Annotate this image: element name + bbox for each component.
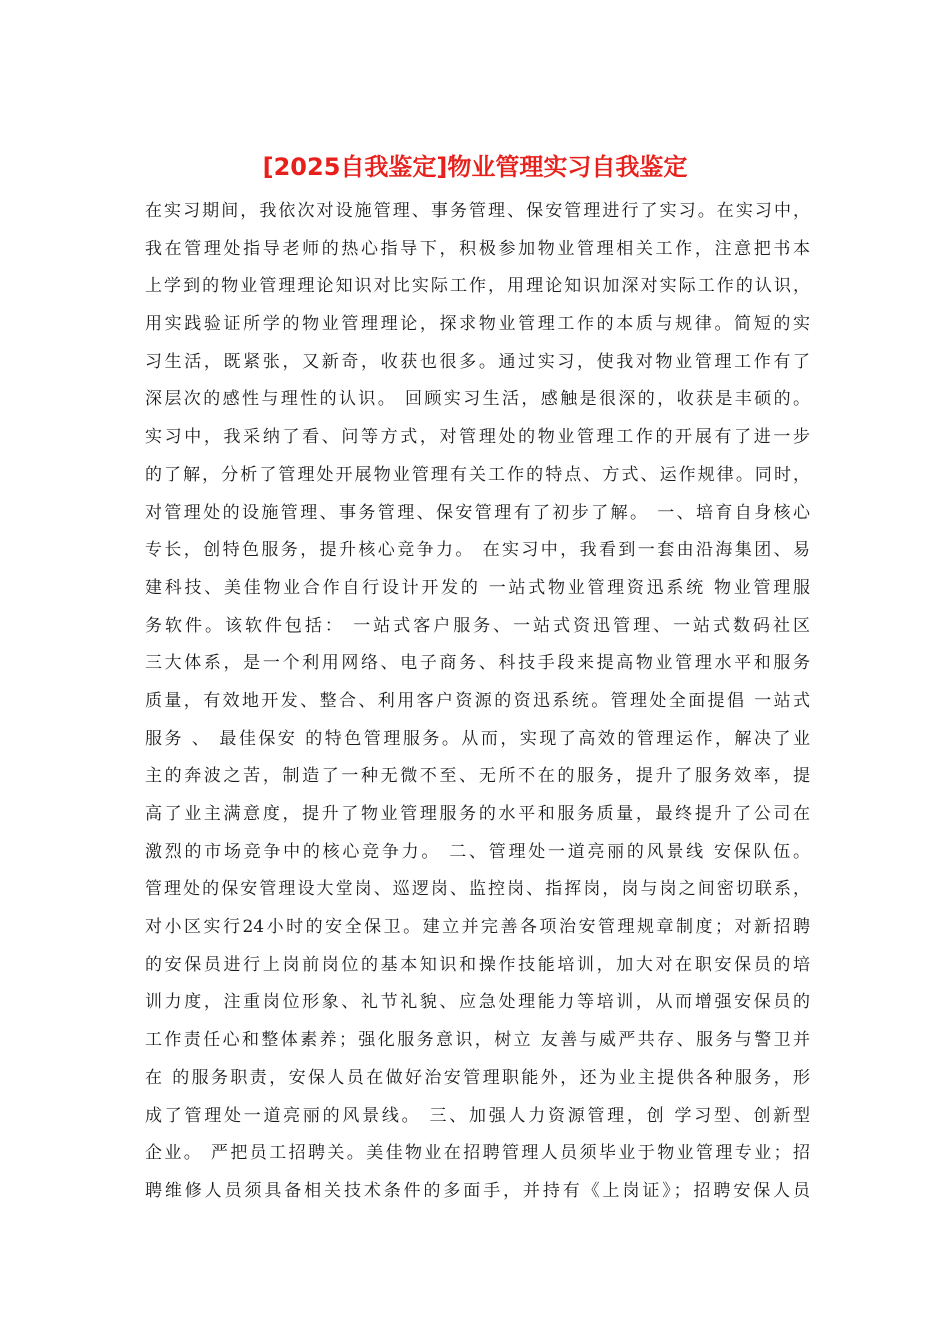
text-line: 的了解，分析了管理处开展物业管理有关工作的特点、方式、运作规律。同时， (145, 464, 810, 485)
text-line: 企业。 严把员工招聘关。美佳物业在招聘管理人员须毕业于物业管理专业；招 (145, 1143, 810, 1164)
text-line: 管理处的保安管理设大堂岗、巡逻岗、监控岗、指挥岗，岗与岗之间密切联系， (145, 879, 810, 900)
text-line: 在实习期间，我依次对设施管理、事务管理、保安管理进行了实习。在实习中， (145, 201, 810, 221)
text-line: 实习中，我采纳了看、问等方式，对管理处的物业管理工作的开展有了进一步 (145, 427, 810, 448)
text-line: 高了业主满意度，提升了物业管理服务的水平和服务质量，最终提升了公司在 (145, 804, 810, 824)
text-line: 的安保员进行上岗前岗位的基本知识和操作技能培训，加大对在职安保员的培 (145, 954, 810, 975)
text-line: 质量，有效地开发、整合、利用客户资源的资迅系统。管理处全面提倡 一站式 (145, 690, 810, 711)
text-line: 专长，创特色服务，提升核心竞争力。 在实习中，我看到一套由沿海集团、易 (145, 540, 810, 561)
page-title: [2025自我鉴定]物业管理实习自我鉴定 (262, 153, 688, 181)
body-text (145, 193, 810, 1211)
text-line: 激烈的市场竞争中的核心竞争力。 二、管理处一道亮丽的风景线 安保队伍。 (145, 841, 810, 862)
text-line: 习生活，既紧张，又新奇，收获也很多。通过实习，使我对物业管理工作有了 (145, 351, 810, 372)
text-line: 用实践验证所学的物业管理理论，探求物业管理工作的本质与规律。简短的实 (145, 314, 810, 335)
text-line: 服务 、 最佳保安 的特色管理服务。从而，实现了高效的管理运作，解决了业 (145, 728, 810, 749)
text-line: 建科技、美佳物业合作自行设计开发的 一站式物业管理资迅系统 物业管理服 (145, 577, 810, 598)
text-line: 主的奔波之苦，制造了一种无微不至、无所不在的服务，提升了服务效率，提 (145, 766, 810, 787)
text-line: 聘维修人员须具备相关技术条件的多面手，并持有《上岗证》；招聘安保人员 (145, 1180, 810, 1201)
text-line: 上学到的物业管理理论知识对比实际工作，用理论知识加深对实际工作的认识， (145, 276, 810, 297)
text-line: 三大体系，是一个利用网络、电子商务、科技手段来提高物业管理水平和服务 (145, 653, 810, 674)
text-line: 训力度，注重岗位形象、礼节礼貌、应急处理能力等培训，从而增强安保员的 (145, 992, 810, 1013)
text-line: 成了管理处一道亮丽的风景线。 三、加强人力资源管理，创 学习型、创新型 (145, 1105, 810, 1126)
text-line: 我在管理处指导老师的热心指导下，积极参加物业管理相关工作，注意把书本 (145, 238, 810, 259)
text-line: 深层次的感性与理性的认识。 回顾实习生活，感触是很深的，收获是丰硕的。 (145, 389, 810, 410)
text-line: 在 的服务职责，安保人员在做好治安管理职能外，还为业主提供各种服务，形 (145, 1067, 810, 1088)
text-line: 务软件。该软件包括： 一站式客户服务、一站式资迅管理、一站式数码社区 (145, 615, 810, 636)
text-line: 工作责任心和整体素养；强化服务意识，树立 友善与威严共存、服务与警卫并 (145, 1030, 810, 1051)
text-line: 对管理处的设施管理、事务管理、保安管理有了初步了解。 一、培育自身核心 (145, 502, 810, 523)
text-line: 对小区实行24小时的安全保卫。建立并完善各项治安管理规章制度；对新招聘 (145, 917, 810, 938)
